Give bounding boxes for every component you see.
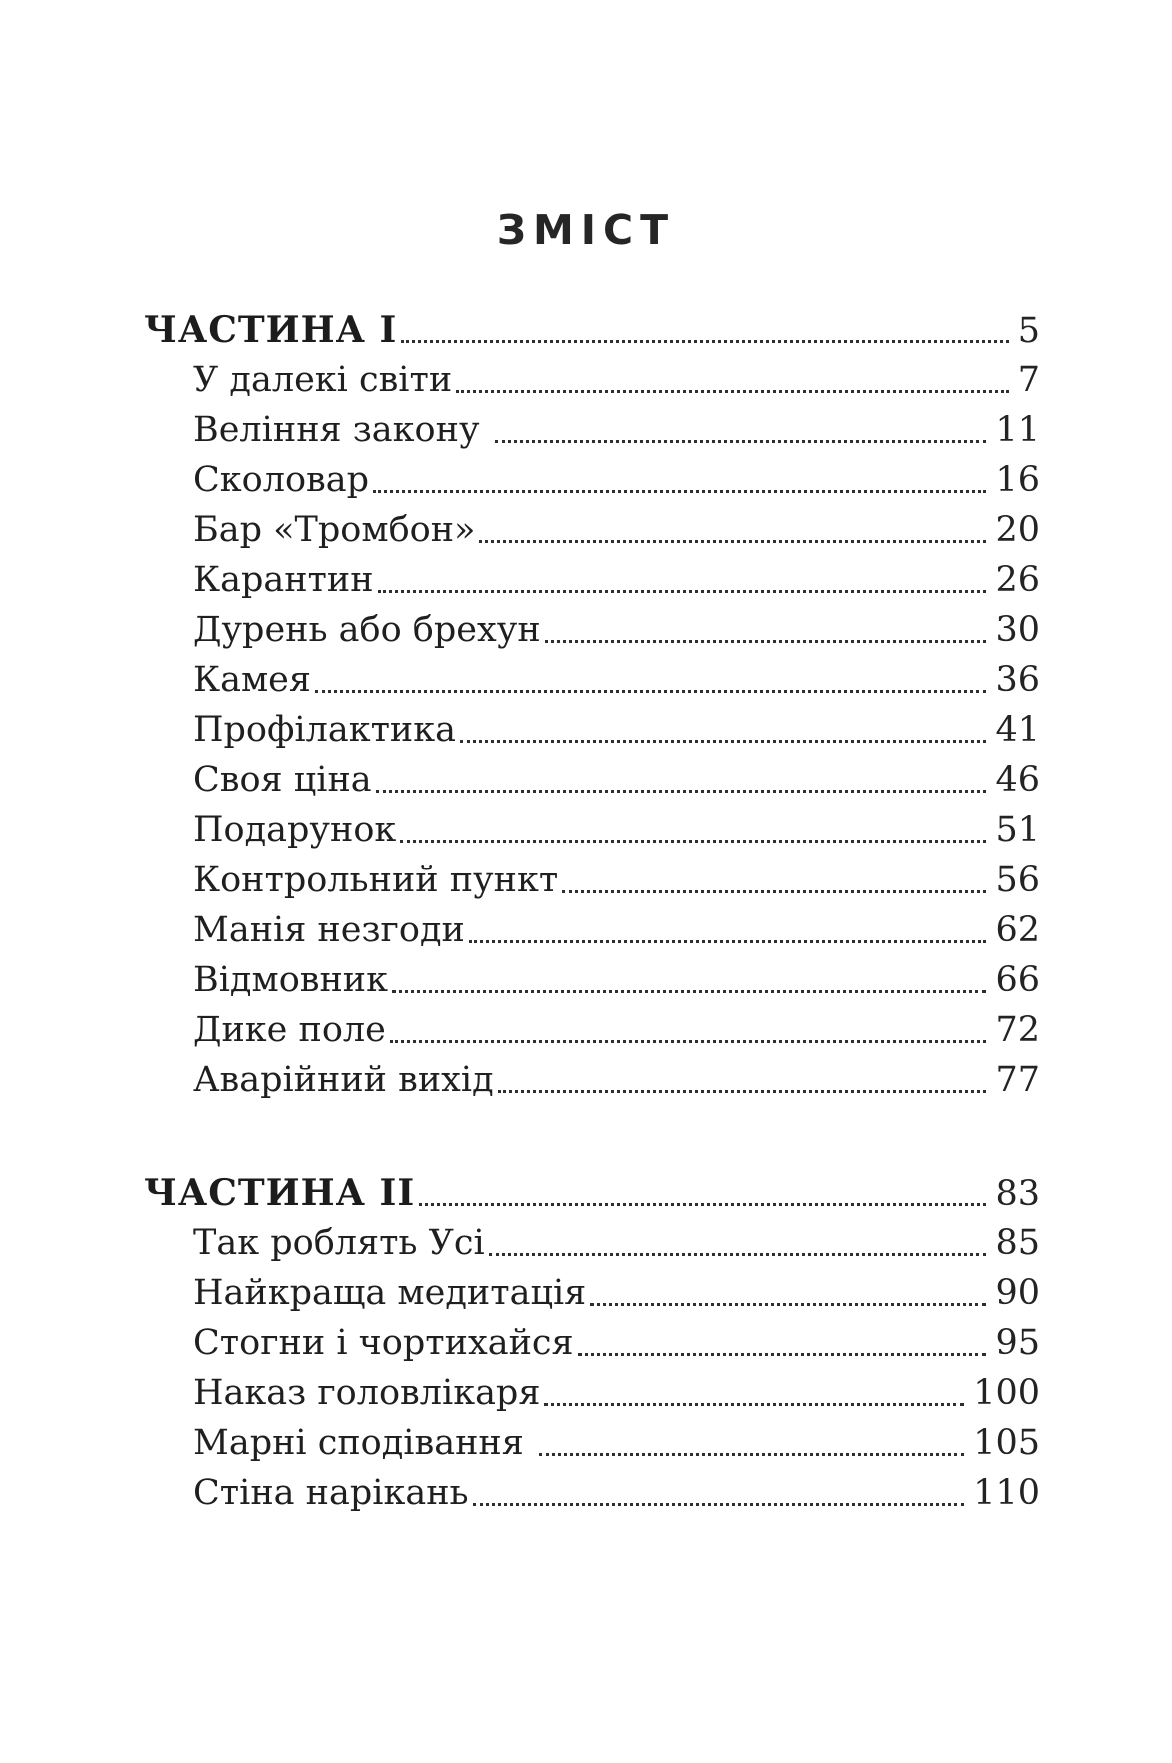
toc-entry-title: Подарунок	[193, 810, 397, 850]
toc-entry-title: Дурень або брехун	[193, 610, 541, 650]
toc-row	[144, 505, 1040, 555]
toc-entry-page-number: 41	[995, 710, 1040, 750]
toc-entry-page-number: 26	[995, 560, 1040, 600]
toc-row	[144, 1268, 1040, 1318]
toc-entry-page-number: 56	[995, 860, 1040, 900]
dot-leader	[390, 1040, 987, 1043]
toc-entry-title: Аварійний вихід	[193, 1060, 494, 1100]
toc-row	[144, 805, 1040, 855]
toc-entry-title: Сколовар	[193, 460, 370, 500]
toc-row	[144, 555, 1040, 605]
dot-leader	[578, 1353, 987, 1356]
toc-entry-title: Манія незгоди	[193, 910, 465, 950]
toc-entry-title: Камея	[193, 660, 311, 700]
toc-entry-title: Бар «Тромбон»	[193, 510, 476, 550]
toc-row	[144, 705, 1040, 755]
dot-leader	[590, 1303, 986, 1306]
toc-entry-page-number: 90	[995, 1273, 1040, 1313]
toc-entry-title: Так роблять Усі	[193, 1223, 485, 1263]
toc-row	[144, 405, 1040, 455]
toc-row	[144, 1218, 1040, 1268]
dot-leader	[376, 790, 987, 793]
toc-entry-title: ЧАСТИНА II	[144, 1172, 416, 1214]
dot-leader	[562, 890, 986, 893]
toc-entry-title: Наказ головлікаря	[193, 1373, 541, 1413]
dot-leader	[473, 1503, 965, 1506]
toc-row	[144, 955, 1040, 1005]
dot-leader	[479, 540, 986, 543]
toc-entry-title: Стіна нарікань	[193, 1473, 469, 1513]
toc-entry-page-number: 16	[995, 460, 1040, 500]
toc-entry-page-number: 51	[995, 810, 1040, 850]
toc-row	[144, 1005, 1040, 1055]
toc-row	[144, 605, 1040, 655]
toc-section	[144, 1168, 1040, 1518]
toc-row	[144, 655, 1040, 705]
toc-entry-page-number: 30	[995, 610, 1040, 650]
toc-entry-title: Дике поле	[193, 1010, 386, 1050]
toc-entry-page-number: 62	[995, 910, 1040, 950]
toc-entry-title: Профілактика	[193, 710, 456, 750]
toc-section-header-row	[144, 305, 1040, 355]
toc-row	[144, 755, 1040, 805]
dot-leader	[498, 1090, 987, 1093]
toc-row	[144, 1368, 1040, 1418]
toc-entry-page-number: 83	[995, 1174, 1040, 1214]
toc-entry-page-number: 77	[995, 1060, 1040, 1100]
toc-entry-page-number: 11	[995, 410, 1040, 450]
toc-row	[144, 1055, 1040, 1105]
toc-row	[144, 355, 1040, 405]
toc-entry-page-number: 110	[973, 1473, 1040, 1513]
dot-leader	[460, 740, 986, 743]
toc-section	[144, 305, 1040, 1105]
dot-leader	[419, 1203, 986, 1206]
toc-entry-title: Контрольний пункт	[193, 860, 559, 900]
dot-leader	[392, 990, 986, 993]
toc-entry-title: Відмовник	[193, 960, 388, 1000]
toc-entry-page-number: 66	[995, 960, 1040, 1000]
toc-entry-page-number: 72	[995, 1010, 1040, 1050]
toc-entry-page-number: 7	[1017, 360, 1040, 400]
dot-leader	[401, 340, 1008, 343]
toc-entry-page-number: 95	[995, 1323, 1040, 1363]
toc-row	[144, 1418, 1040, 1468]
toc-entry-title: Марні сподівання	[193, 1423, 535, 1463]
dot-leader	[373, 490, 986, 493]
toc-entry-page-number: 20	[995, 510, 1040, 550]
dot-leader	[544, 1403, 964, 1406]
dot-leader	[456, 390, 1009, 393]
toc-entry-page-number: 5	[1017, 311, 1040, 351]
toc-entry-page-number: 105	[973, 1423, 1040, 1463]
table-of-contents	[144, 305, 1040, 1518]
toc-row	[144, 455, 1040, 505]
toc-entry-page-number: 100	[973, 1373, 1040, 1413]
page-title: ЗМІСТ	[496, 206, 676, 254]
toc-row	[144, 855, 1040, 905]
dot-leader	[539, 1453, 964, 1456]
toc-entry-title: ЧАСТИНА I	[144, 309, 398, 351]
toc-entry-title: У далекі світи	[193, 360, 453, 400]
toc-section-header-row	[144, 1168, 1040, 1218]
toc-row	[144, 905, 1040, 955]
dot-leader	[378, 590, 987, 593]
toc-entry-page-number: 36	[995, 660, 1040, 700]
toc-row	[144, 1468, 1040, 1518]
dot-leader	[469, 940, 987, 943]
toc-entry-page-number: 85	[995, 1223, 1040, 1263]
dot-leader	[545, 640, 987, 643]
dot-leader	[489, 1253, 987, 1256]
toc-entry-title: Своя ціна	[193, 760, 372, 800]
toc-entry-title: Найкраща медитація	[193, 1273, 587, 1313]
toc-entry-title: Стогни і чортихайся	[193, 1323, 574, 1363]
toc-entry-title: Карантин	[193, 560, 374, 600]
dot-leader	[315, 690, 986, 693]
dot-leader	[400, 840, 986, 843]
dot-leader	[495, 440, 987, 443]
toc-row	[144, 1318, 1040, 1368]
toc-entry-page-number: 46	[995, 760, 1040, 800]
toc-entry-title: Веління закону	[193, 410, 491, 450]
